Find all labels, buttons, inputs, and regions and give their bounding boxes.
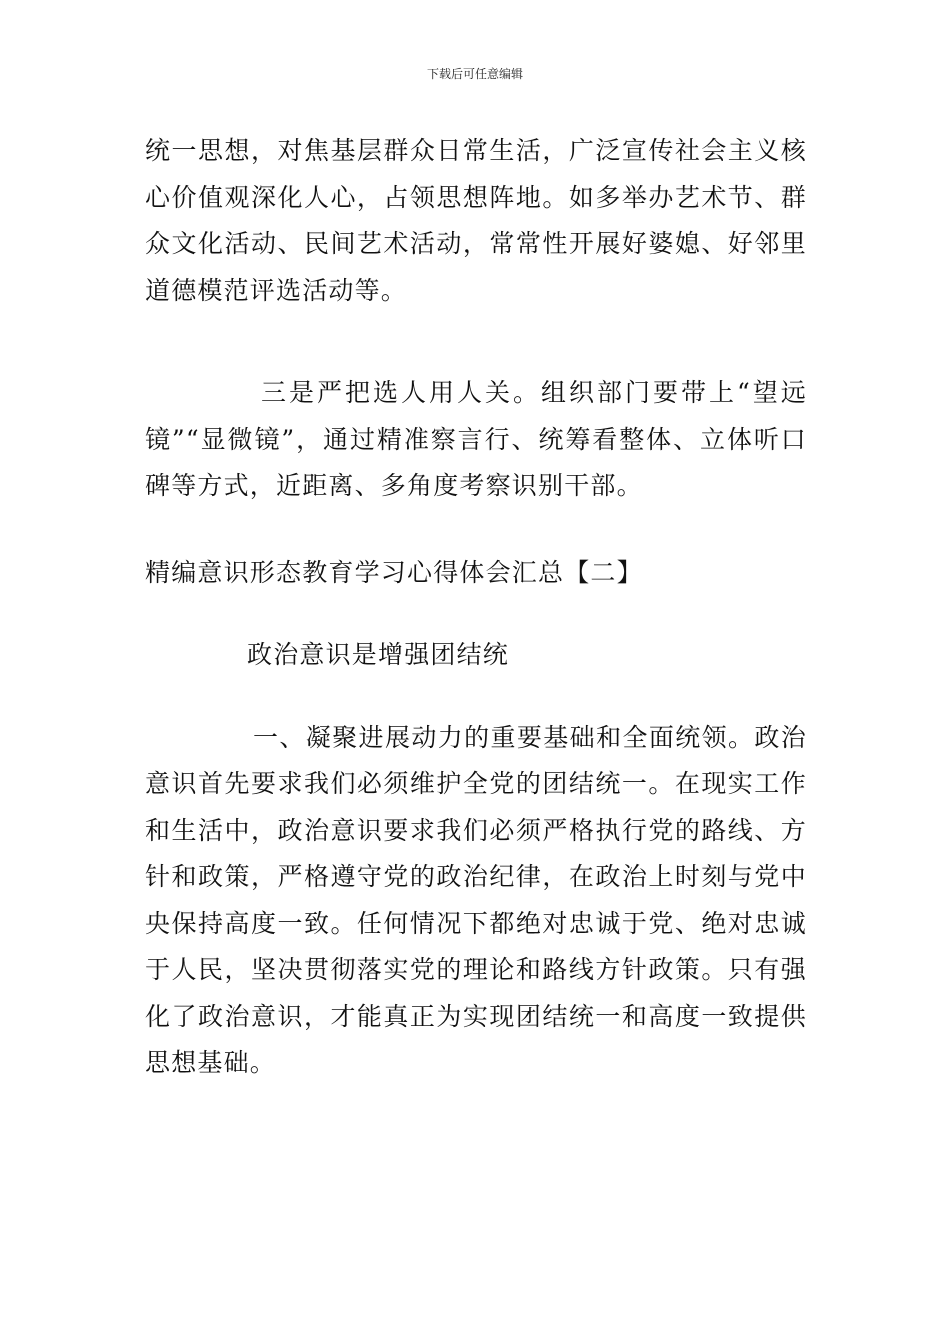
paragraph-3: 一、凝聚进展动力的重要基础和全面统领。政治意识首先要求我们必须维护全党的团结统一。在现实工作和生活中，政治意识要求我们必须严格执行党的路线、方针和政策，严格遵守党的政治纪律，在政治上时刻与党中央保持高度一致。任何情况下都绝对忠诚于党、绝对忠诚于人民，坚决贯彻落实党的理论和路线方针政策。只有强化了政治意识，才能真正为实现团结统一和高度一致提供思想基础。 xyxy=(145,722,807,1077)
paragraph-spacer xyxy=(145,596,807,632)
paragraph-2: 三是严把选人用人关。组织部门要带上“望远镜”“显微镜”，通过精准察言行、统筹看整体、立体听口碑等方式，近距离、多角度考察识别干部。 xyxy=(145,378,807,500)
sub-title: 政治意识是增强团结统 xyxy=(247,640,510,669)
section-title: 精编意识形态教育学习心得体会汇总【二】 xyxy=(145,557,643,587)
paragraph-spacer xyxy=(145,314,807,370)
paragraph-spacer xyxy=(145,679,807,715)
page-header: 下载后可任意编辑 xyxy=(426,67,523,81)
document-body xyxy=(145,128,807,1087)
paragraph-1: 统一思想，对焦基层群众日常生活，广泛宣传社会主义核心价值观深化人心，占领思想阵地。如多举办艺术节、群众文化活动、民间艺术活动，常常性开展好婆媳、好邻里道德模范评选活动等。 xyxy=(145,136,807,305)
paragraph-spacer xyxy=(145,510,807,550)
